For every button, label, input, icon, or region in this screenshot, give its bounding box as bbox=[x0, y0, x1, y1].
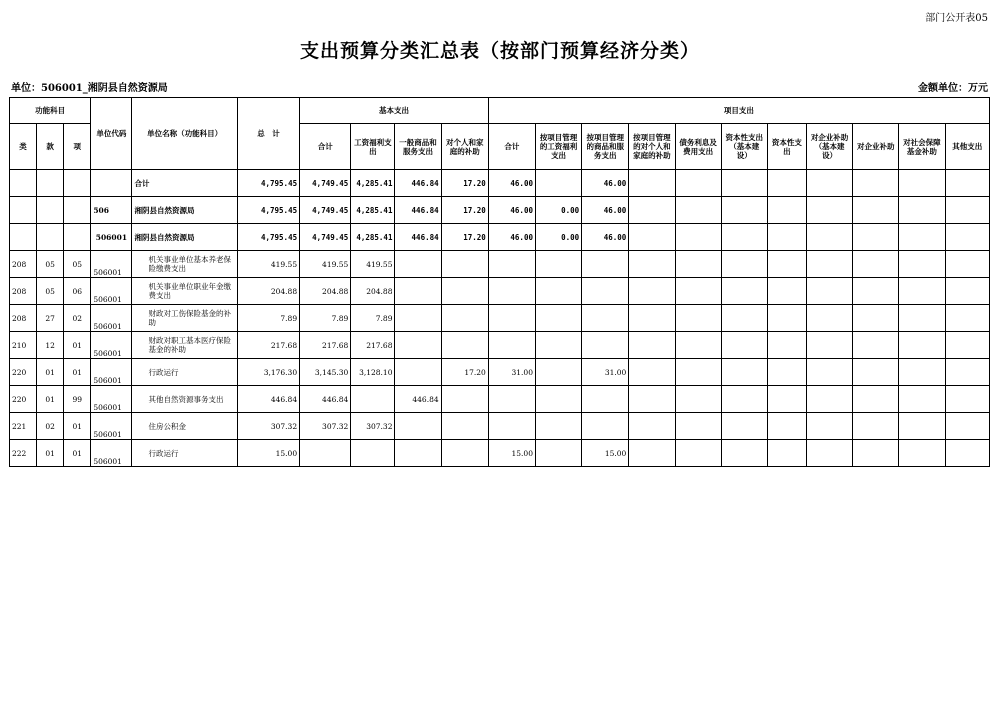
cell-project-empty bbox=[806, 170, 852, 197]
cell-project-empty bbox=[767, 305, 806, 332]
cell-project-empty bbox=[721, 197, 767, 224]
cell-project-empty bbox=[721, 332, 767, 359]
cell-xiang: 06 bbox=[64, 278, 91, 305]
cell-project-empty bbox=[806, 359, 852, 386]
cell-total: 4,795.45 bbox=[237, 170, 299, 197]
cell-project-total: 31.00 bbox=[488, 359, 535, 386]
cell-basic-goods bbox=[395, 332, 441, 359]
cell-project-empty bbox=[629, 278, 675, 305]
cell-basic-wage bbox=[351, 386, 395, 413]
cell-project-goods bbox=[582, 278, 629, 305]
cell-lei: 208 bbox=[10, 305, 37, 332]
cell-project-empty bbox=[899, 224, 945, 251]
cell-xiang: 01 bbox=[64, 332, 91, 359]
cell-basic-goods: 446.84 bbox=[395, 224, 441, 251]
cell-kuan: 05 bbox=[37, 251, 64, 278]
cell-lei: 208 bbox=[10, 278, 37, 305]
cell-unit-name: 行政运行 bbox=[132, 359, 237, 386]
header-project-social: 对社会保障基金补助 bbox=[899, 124, 945, 170]
cell-basic-wage: 307.32 bbox=[351, 413, 395, 440]
cell-project-empty bbox=[721, 305, 767, 332]
table-row bbox=[10, 251, 990, 278]
cell-basic-wage: 4,285.41 bbox=[351, 224, 395, 251]
cell-project-empty bbox=[767, 251, 806, 278]
cell-basic-total: 4,749.45 bbox=[300, 224, 351, 251]
cell-project-empty bbox=[629, 332, 675, 359]
cell-project-empty bbox=[721, 413, 767, 440]
cell-project-empty bbox=[721, 278, 767, 305]
cell-basic-personal bbox=[441, 440, 488, 467]
cell-project-empty bbox=[853, 386, 899, 413]
cell-unit-name: 其他自然资源事务支出 bbox=[132, 386, 237, 413]
cell-project-empty bbox=[767, 440, 806, 467]
table-row bbox=[10, 359, 990, 386]
header-project: 项目支出 bbox=[488, 98, 989, 124]
cell-project-empty bbox=[767, 359, 806, 386]
cell-project-empty bbox=[853, 413, 899, 440]
cell-project-wage bbox=[535, 251, 581, 278]
cell-unit-code: 506001 bbox=[91, 224, 132, 251]
cell-basic-goods: 446.84 bbox=[395, 386, 441, 413]
cell-project-goods bbox=[582, 251, 629, 278]
cell-basic-total: 4,749.45 bbox=[300, 197, 351, 224]
cell-basic-total: 217.68 bbox=[300, 332, 351, 359]
cell-xiang: 02 bbox=[64, 305, 91, 332]
cell-kuan bbox=[37, 197, 64, 224]
header-project-other: 其他支出 bbox=[945, 124, 990, 170]
cell-unit-name: 机关事业单位基本养老保险缴费支出 bbox=[132, 251, 237, 278]
cell-project-empty bbox=[945, 413, 990, 440]
cell-project-empty bbox=[945, 332, 990, 359]
cell-project-empty bbox=[899, 440, 945, 467]
cell-project-empty bbox=[853, 278, 899, 305]
cell-project-empty bbox=[629, 170, 675, 197]
cell-project-empty bbox=[806, 224, 852, 251]
cell-basic-goods: 446.84 bbox=[395, 170, 441, 197]
cell-project-empty bbox=[675, 359, 721, 386]
cell-unit-code: 506001 bbox=[91, 305, 132, 332]
cell-basic-total: 7.89 bbox=[300, 305, 351, 332]
cell-basic-goods: 446.84 bbox=[395, 197, 441, 224]
cell-project-empty bbox=[767, 278, 806, 305]
cell-project-empty bbox=[675, 413, 721, 440]
cell-project-empty bbox=[675, 332, 721, 359]
form-id: 部门公开表05 bbox=[925, 13, 988, 24]
cell-project-empty bbox=[853, 359, 899, 386]
cell-kuan: 27 bbox=[37, 305, 64, 332]
cell-lei bbox=[10, 224, 37, 251]
cell-project-empty bbox=[853, 224, 899, 251]
cell-project-goods bbox=[582, 305, 629, 332]
cell-project-empty bbox=[675, 440, 721, 467]
cell-project-wage bbox=[535, 413, 581, 440]
cell-total: 217.68 bbox=[237, 332, 299, 359]
cell-total: 7.89 bbox=[237, 305, 299, 332]
header-project-debt: 债务利息及费用支出 bbox=[675, 124, 721, 170]
cell-project-wage bbox=[535, 170, 581, 197]
header-basic-wage: 工资福利支出 bbox=[351, 124, 395, 170]
cell-project-goods bbox=[582, 332, 629, 359]
cell-project-wage bbox=[535, 305, 581, 332]
cell-xiang: 01 bbox=[64, 440, 91, 467]
header-project-capital: 资本性支出 bbox=[767, 124, 806, 170]
cell-basic-wage: 3,128.10 bbox=[351, 359, 395, 386]
cell-project-empty bbox=[767, 413, 806, 440]
cell-project-goods: 46.00 bbox=[582, 170, 629, 197]
header-unit-name: 单位名称（功能科目） bbox=[132, 98, 237, 170]
cell-project-empty bbox=[806, 440, 852, 467]
header-project-total: 合计 bbox=[488, 124, 535, 170]
cell-project-empty bbox=[899, 413, 945, 440]
header-basic: 基本支出 bbox=[300, 98, 489, 124]
cell-basic-goods bbox=[395, 305, 441, 332]
cell-project-goods: 15.00 bbox=[582, 440, 629, 467]
header-project-ent-build: 对企业补助（基本建设） bbox=[806, 124, 852, 170]
cell-kuan: 12 bbox=[37, 332, 64, 359]
header-total: 总 计 bbox=[237, 98, 299, 170]
header-project-ent: 对企业补助 bbox=[853, 124, 899, 170]
cell-project-empty bbox=[899, 359, 945, 386]
cell-project-empty bbox=[721, 170, 767, 197]
cell-basic-wage: 4,285.41 bbox=[351, 170, 395, 197]
cell-project-empty bbox=[806, 197, 852, 224]
cell-project-total bbox=[488, 251, 535, 278]
cell-project-total: 46.00 bbox=[488, 224, 535, 251]
cell-total: 3,176.30 bbox=[237, 359, 299, 386]
cell-basic-personal bbox=[441, 386, 488, 413]
header-unit-code: 单位代码 bbox=[91, 98, 132, 170]
cell-basic-wage: 204.88 bbox=[351, 278, 395, 305]
cell-unit-code: 506001 bbox=[91, 359, 132, 386]
table-row bbox=[10, 413, 990, 440]
cell-unit-name: 机关事业单位职业年金缴费支出 bbox=[132, 278, 237, 305]
cell-project-empty bbox=[675, 386, 721, 413]
cell-lei: 208 bbox=[10, 251, 37, 278]
summary-row bbox=[10, 197, 990, 224]
cell-project-empty bbox=[721, 251, 767, 278]
cell-basic-personal bbox=[441, 413, 488, 440]
header-kuan: 款 bbox=[37, 124, 64, 170]
cell-kuan bbox=[37, 224, 64, 251]
header-project-personal: 按项目管理的对个人和家庭的补助 bbox=[629, 124, 675, 170]
cell-project-empty bbox=[945, 278, 990, 305]
cell-project-goods bbox=[582, 386, 629, 413]
header-basic-total: 合计 bbox=[300, 124, 351, 170]
cell-basic-wage bbox=[351, 440, 395, 467]
cell-project-empty bbox=[853, 197, 899, 224]
cell-basic-personal: 17.20 bbox=[441, 224, 488, 251]
cell-unit-code: 506001 bbox=[91, 278, 132, 305]
cell-basic-total: 204.88 bbox=[300, 278, 351, 305]
cell-project-empty bbox=[806, 278, 852, 305]
cell-xiang bbox=[64, 224, 91, 251]
cell-project-empty bbox=[629, 440, 675, 467]
header-project-capital-build: 资本性支出（基本建设） bbox=[721, 124, 767, 170]
cell-project-empty bbox=[767, 197, 806, 224]
cell-project-empty bbox=[899, 251, 945, 278]
cell-basic-total bbox=[300, 440, 351, 467]
cell-project-empty bbox=[899, 197, 945, 224]
cell-project-empty bbox=[806, 305, 852, 332]
cell-project-empty bbox=[899, 386, 945, 413]
cell-project-empty bbox=[853, 332, 899, 359]
summary-row bbox=[10, 170, 990, 197]
cell-project-wage: 0.00 bbox=[535, 224, 581, 251]
table-row bbox=[10, 386, 990, 413]
cell-project-wage: 0.00 bbox=[535, 197, 581, 224]
cell-project-empty bbox=[806, 413, 852, 440]
budget-table bbox=[9, 97, 990, 467]
cell-basic-personal bbox=[441, 278, 488, 305]
cell-project-empty bbox=[629, 224, 675, 251]
table-row bbox=[10, 332, 990, 359]
amount-unit: 金额单位：万元 bbox=[918, 83, 988, 94]
cell-xiang: 01 bbox=[64, 359, 91, 386]
cell-unit-name: 住房公积金 bbox=[132, 413, 237, 440]
cell-project-empty bbox=[945, 224, 990, 251]
cell-unit-code: 506001 bbox=[91, 413, 132, 440]
cell-project-total: 15.00 bbox=[488, 440, 535, 467]
cell-project-empty bbox=[899, 170, 945, 197]
cell-kuan: 01 bbox=[37, 359, 64, 386]
cell-total: 4,795.45 bbox=[237, 224, 299, 251]
cell-project-empty bbox=[945, 197, 990, 224]
cell-project-empty bbox=[675, 197, 721, 224]
cell-unit-code: 506001 bbox=[91, 251, 132, 278]
cell-project-empty bbox=[629, 197, 675, 224]
cell-project-empty bbox=[721, 386, 767, 413]
header-func-subject: 功能科目 bbox=[10, 98, 91, 124]
table-row bbox=[10, 278, 990, 305]
cell-xiang: 99 bbox=[64, 386, 91, 413]
cell-project-total: 46.00 bbox=[488, 170, 535, 197]
reporting-unit: 单位：506001_湘阴县自然资源局 bbox=[11, 83, 168, 94]
cell-project-goods: 46.00 bbox=[582, 197, 629, 224]
cell-xiang: 01 bbox=[64, 413, 91, 440]
cell-kuan bbox=[37, 170, 64, 197]
cell-kuan: 02 bbox=[37, 413, 64, 440]
cell-basic-wage: 7.89 bbox=[351, 305, 395, 332]
cell-project-total bbox=[488, 413, 535, 440]
cell-project-wage bbox=[535, 386, 581, 413]
cell-project-total bbox=[488, 278, 535, 305]
cell-project-empty bbox=[629, 251, 675, 278]
cell-basic-goods bbox=[395, 359, 441, 386]
cell-basic-total: 307.32 bbox=[300, 413, 351, 440]
header-basic-goods: 一般商品和服务支出 bbox=[395, 124, 441, 170]
cell-project-empty bbox=[629, 386, 675, 413]
cell-basic-personal: 17.20 bbox=[441, 359, 488, 386]
cell-total: 4,795.45 bbox=[237, 197, 299, 224]
cell-unit-name: 合计 bbox=[132, 170, 237, 197]
cell-basic-total: 419.55 bbox=[300, 251, 351, 278]
header-project-goods: 按项目管理的商品和服务支出 bbox=[582, 124, 629, 170]
cell-project-total: 46.00 bbox=[488, 197, 535, 224]
cell-unit-name: 湘阴县自然资源局 bbox=[132, 197, 237, 224]
cell-basic-goods bbox=[395, 440, 441, 467]
cell-project-empty bbox=[675, 224, 721, 251]
cell-project-goods: 46.00 bbox=[582, 224, 629, 251]
cell-project-total bbox=[488, 386, 535, 413]
cell-basic-total: 446.84 bbox=[300, 386, 351, 413]
cell-project-empty bbox=[767, 332, 806, 359]
cell-project-empty bbox=[899, 332, 945, 359]
cell-project-empty bbox=[629, 413, 675, 440]
cell-project-empty bbox=[853, 251, 899, 278]
cell-project-empty bbox=[806, 251, 852, 278]
cell-project-empty bbox=[675, 305, 721, 332]
cell-unit-name: 行政运行 bbox=[132, 440, 237, 467]
cell-lei: 220 bbox=[10, 359, 37, 386]
cell-project-empty bbox=[721, 224, 767, 251]
cell-unit-name: 财政对工伤保险基金的补助 bbox=[132, 305, 237, 332]
cell-unit-code: 506001 bbox=[91, 386, 132, 413]
cell-project-empty bbox=[945, 305, 990, 332]
cell-project-empty bbox=[945, 359, 990, 386]
cell-basic-wage: 4,285.41 bbox=[351, 197, 395, 224]
cell-kuan: 05 bbox=[37, 278, 64, 305]
cell-project-empty bbox=[721, 359, 767, 386]
cell-lei bbox=[10, 170, 37, 197]
cell-unit-name: 财政对职工基本医疗保险基金的补助 bbox=[132, 332, 237, 359]
cell-basic-wage: 217.68 bbox=[351, 332, 395, 359]
cell-project-empty bbox=[945, 251, 990, 278]
cell-project-empty bbox=[853, 305, 899, 332]
cell-project-empty bbox=[945, 440, 990, 467]
cell-lei: 222 bbox=[10, 440, 37, 467]
cell-unit-code: 506 bbox=[91, 197, 132, 224]
cell-project-empty bbox=[853, 170, 899, 197]
header-project-wage: 按项目管理的工资福利支出 bbox=[535, 124, 581, 170]
cell-lei: 210 bbox=[10, 332, 37, 359]
cell-project-empty bbox=[945, 386, 990, 413]
cell-total: 15.00 bbox=[237, 440, 299, 467]
cell-total: 204.88 bbox=[237, 278, 299, 305]
cell-project-empty bbox=[675, 170, 721, 197]
cell-unit-name: 湘阴县自然资源局 bbox=[132, 224, 237, 251]
cell-project-empty bbox=[629, 305, 675, 332]
cell-project-wage bbox=[535, 359, 581, 386]
cell-project-goods: 31.00 bbox=[582, 359, 629, 386]
cell-project-empty bbox=[806, 386, 852, 413]
summary-row bbox=[10, 224, 990, 251]
cell-project-total bbox=[488, 305, 535, 332]
cell-basic-wage: 419.55 bbox=[351, 251, 395, 278]
cell-unit-code: 506001 bbox=[91, 332, 132, 359]
cell-xiang bbox=[64, 170, 91, 197]
cell-basic-goods bbox=[395, 251, 441, 278]
cell-basic-personal bbox=[441, 332, 488, 359]
cell-basic-personal: 17.20 bbox=[441, 170, 488, 197]
cell-kuan: 01 bbox=[37, 386, 64, 413]
cell-basic-personal bbox=[441, 305, 488, 332]
cell-project-empty bbox=[806, 332, 852, 359]
cell-project-wage bbox=[535, 278, 581, 305]
table-row bbox=[10, 440, 990, 467]
cell-total: 307.32 bbox=[237, 413, 299, 440]
cell-project-empty bbox=[899, 278, 945, 305]
cell-lei: 221 bbox=[10, 413, 37, 440]
header-basic-personal: 对个人和家庭的补助 bbox=[441, 124, 488, 170]
cell-unit-code: 506001 bbox=[91, 440, 132, 467]
cell-lei bbox=[10, 197, 37, 224]
cell-project-empty bbox=[675, 251, 721, 278]
cell-total: 419.55 bbox=[237, 251, 299, 278]
cell-project-wage bbox=[535, 440, 581, 467]
cell-xiang: 05 bbox=[64, 251, 91, 278]
cell-project-empty bbox=[945, 170, 990, 197]
cell-project-total bbox=[488, 332, 535, 359]
cell-basic-goods bbox=[395, 278, 441, 305]
cell-basic-personal: 17.20 bbox=[441, 197, 488, 224]
cell-project-empty bbox=[899, 305, 945, 332]
table-row bbox=[10, 305, 990, 332]
page-title: 支出预算分类汇总表（按部门预算经济分类） bbox=[299, 40, 700, 62]
cell-project-empty bbox=[767, 386, 806, 413]
cell-basic-personal bbox=[441, 251, 488, 278]
cell-project-empty bbox=[767, 224, 806, 251]
cell-lei: 220 bbox=[10, 386, 37, 413]
cell-total: 446.84 bbox=[237, 386, 299, 413]
cell-unit-code bbox=[91, 170, 132, 197]
cell-project-goods bbox=[582, 413, 629, 440]
cell-project-wage bbox=[535, 332, 581, 359]
cell-project-empty bbox=[675, 278, 721, 305]
cell-basic-total: 4,749.45 bbox=[300, 170, 351, 197]
cell-project-empty bbox=[721, 440, 767, 467]
cell-basic-total: 3,145.30 bbox=[300, 359, 351, 386]
cell-project-empty bbox=[629, 359, 675, 386]
header-lei: 类 bbox=[10, 124, 37, 170]
cell-project-empty bbox=[853, 440, 899, 467]
cell-project-empty bbox=[767, 170, 806, 197]
cell-kuan: 01 bbox=[37, 440, 64, 467]
cell-basic-goods bbox=[395, 413, 441, 440]
cell-xiang bbox=[64, 197, 91, 224]
header-xiang: 项 bbox=[64, 124, 91, 170]
